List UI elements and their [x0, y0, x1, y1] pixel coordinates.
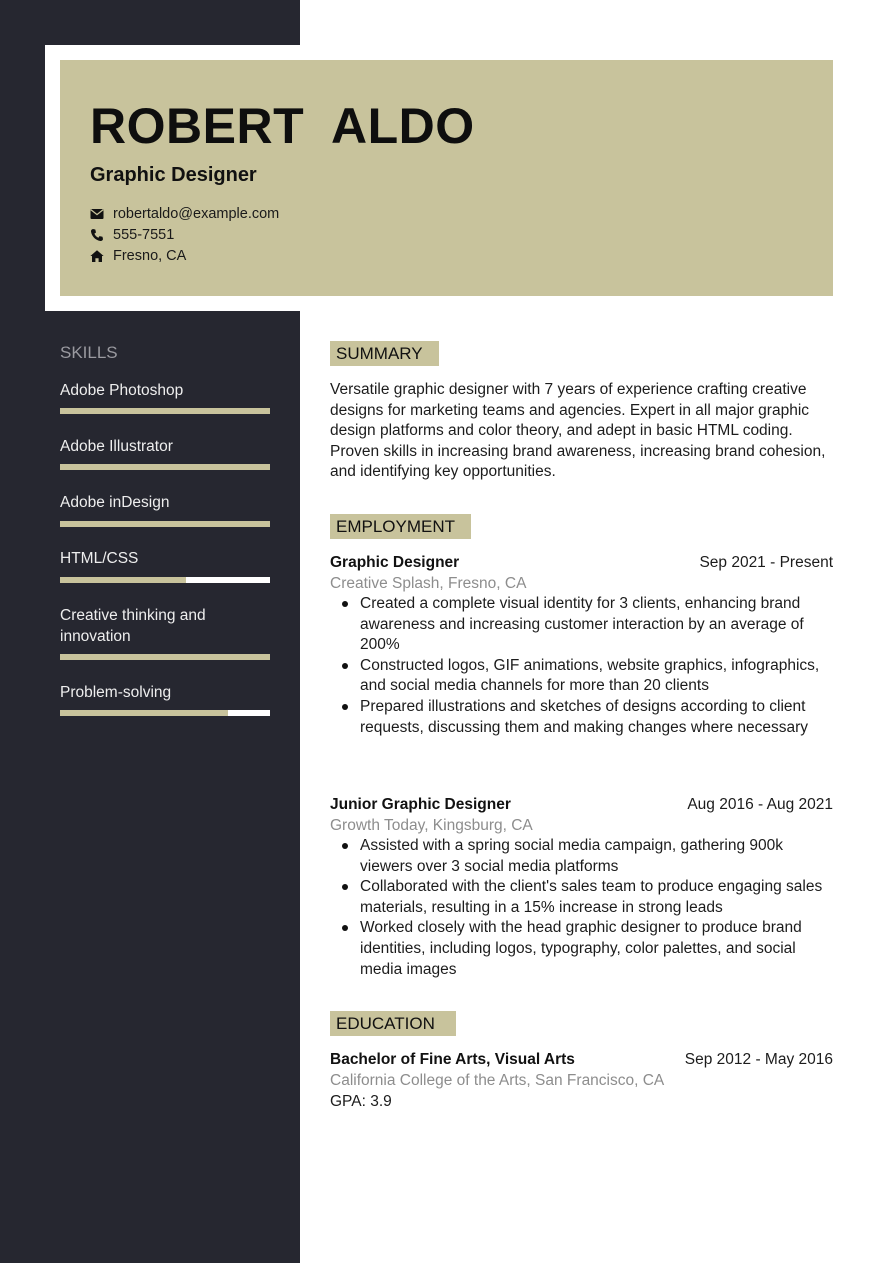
envelope-icon: [90, 207, 104, 221]
skill-label: Adobe Photoshop: [60, 382, 184, 399]
education-heading: EDUCATION: [330, 1011, 456, 1036]
contact-email-row: [90, 204, 279, 224]
skill-fill: [60, 654, 270, 660]
skill-item: [60, 436, 270, 457]
contact-location: Fresno, CA: [113, 248, 187, 264]
skill-item: [60, 492, 270, 513]
job-company: Creative Splash, Fresno, CA: [330, 575, 527, 592]
job-bullet: Created a complete visual identity for 3 clients, enhancing brand awareness and increasing customer interaction by an average of 200%: [330, 594, 833, 656]
skill-label: Problem-solving: [60, 684, 172, 701]
job-title: Graphic Designer: [330, 554, 460, 571]
skills-heading: SKILLS: [60, 343, 118, 362]
candidate-role: Graphic Designer: [90, 164, 257, 186]
skill-item: [60, 548, 270, 569]
skill-fill: [60, 408, 270, 414]
job-dates: Sep 2021 - Present: [699, 554, 833, 571]
job-dates: Aug 2016 - Aug 2021: [687, 796, 833, 813]
skill-fill: [60, 521, 270, 527]
job-bullet: Assisted with a spring social media campaign, gathering 900k viewers over 3 social media platforms: [330, 836, 833, 877]
skill-bar: [60, 408, 270, 414]
job-title: Junior Graphic Designer: [330, 796, 511, 813]
school-name: California College of the Arts, San Francisco, CA: [330, 1072, 665, 1089]
skill-bar: [60, 464, 270, 470]
skill-bar: [60, 654, 270, 660]
summary-text: Versatile graphic designer with 7 years of experience crafting creative designs for marketing teams and agencies. Expert in all major graphic design platforms and color theory, and adept in basic HTML coding. Proven skills in increasing brand awareness, increasing brand cohesion, and identifying key opportunities.: [330, 381, 826, 481]
contact-location-row: [90, 246, 186, 266]
skill-label: Adobe Illustrator: [60, 438, 173, 455]
skill-label: HTML/CSS: [60, 550, 139, 567]
job-bullets: [330, 594, 833, 738]
job-bullets: [330, 836, 833, 980]
skill-label: Creative thinking and innovation: [60, 607, 206, 645]
contact-phone[interactable]: 555-7551: [113, 227, 175, 243]
skill-fill: [60, 577, 186, 583]
skill-fill: [60, 710, 228, 716]
summary-heading: SUMMARY: [330, 341, 439, 366]
skill-bar: [60, 521, 270, 527]
home-icon: [90, 249, 104, 263]
skill-item: [60, 682, 270, 703]
candidate-name: ROBERT ALDO: [90, 98, 475, 154]
skill-bar: [60, 577, 270, 583]
job-company: Growth Today, Kingsburg, CA: [330, 817, 533, 834]
job-bullet: Prepared illustrations and sketches of designs according to client requests, discussing them and making changes where necessary: [330, 697, 833, 738]
skill-fill: [60, 464, 270, 470]
skill-bar: [60, 710, 270, 716]
skill-item: [60, 605, 240, 647]
employment-heading: EMPLOYMENT: [330, 514, 471, 539]
degree-title: Bachelor of Fine Arts, Visual Arts: [330, 1051, 575, 1068]
job-bullet: Collaborated with the client's sales team to produce engaging sales materials, resulting in a 15% increase in strong leads: [330, 877, 833, 918]
job-bullet: Worked closely with the head graphic designer to produce brand identities, including logos, typography, color palettes, and social media images: [330, 918, 833, 980]
phone-icon: [90, 228, 104, 242]
skill-label: Adobe inDesign: [60, 494, 170, 511]
gpa: GPA: 3.9: [330, 1093, 392, 1110]
job-bullet: Constructed logos, GIF animations, website graphics, infographics, and social media channels for more than 20 clients: [330, 656, 833, 697]
contact-email[interactable]: robertaldo@example.com: [113, 206, 280, 222]
contact-phone-row: [90, 225, 174, 245]
skill-item: [60, 380, 270, 401]
education-dates: Sep 2012 - May 2016: [684, 1051, 833, 1068]
